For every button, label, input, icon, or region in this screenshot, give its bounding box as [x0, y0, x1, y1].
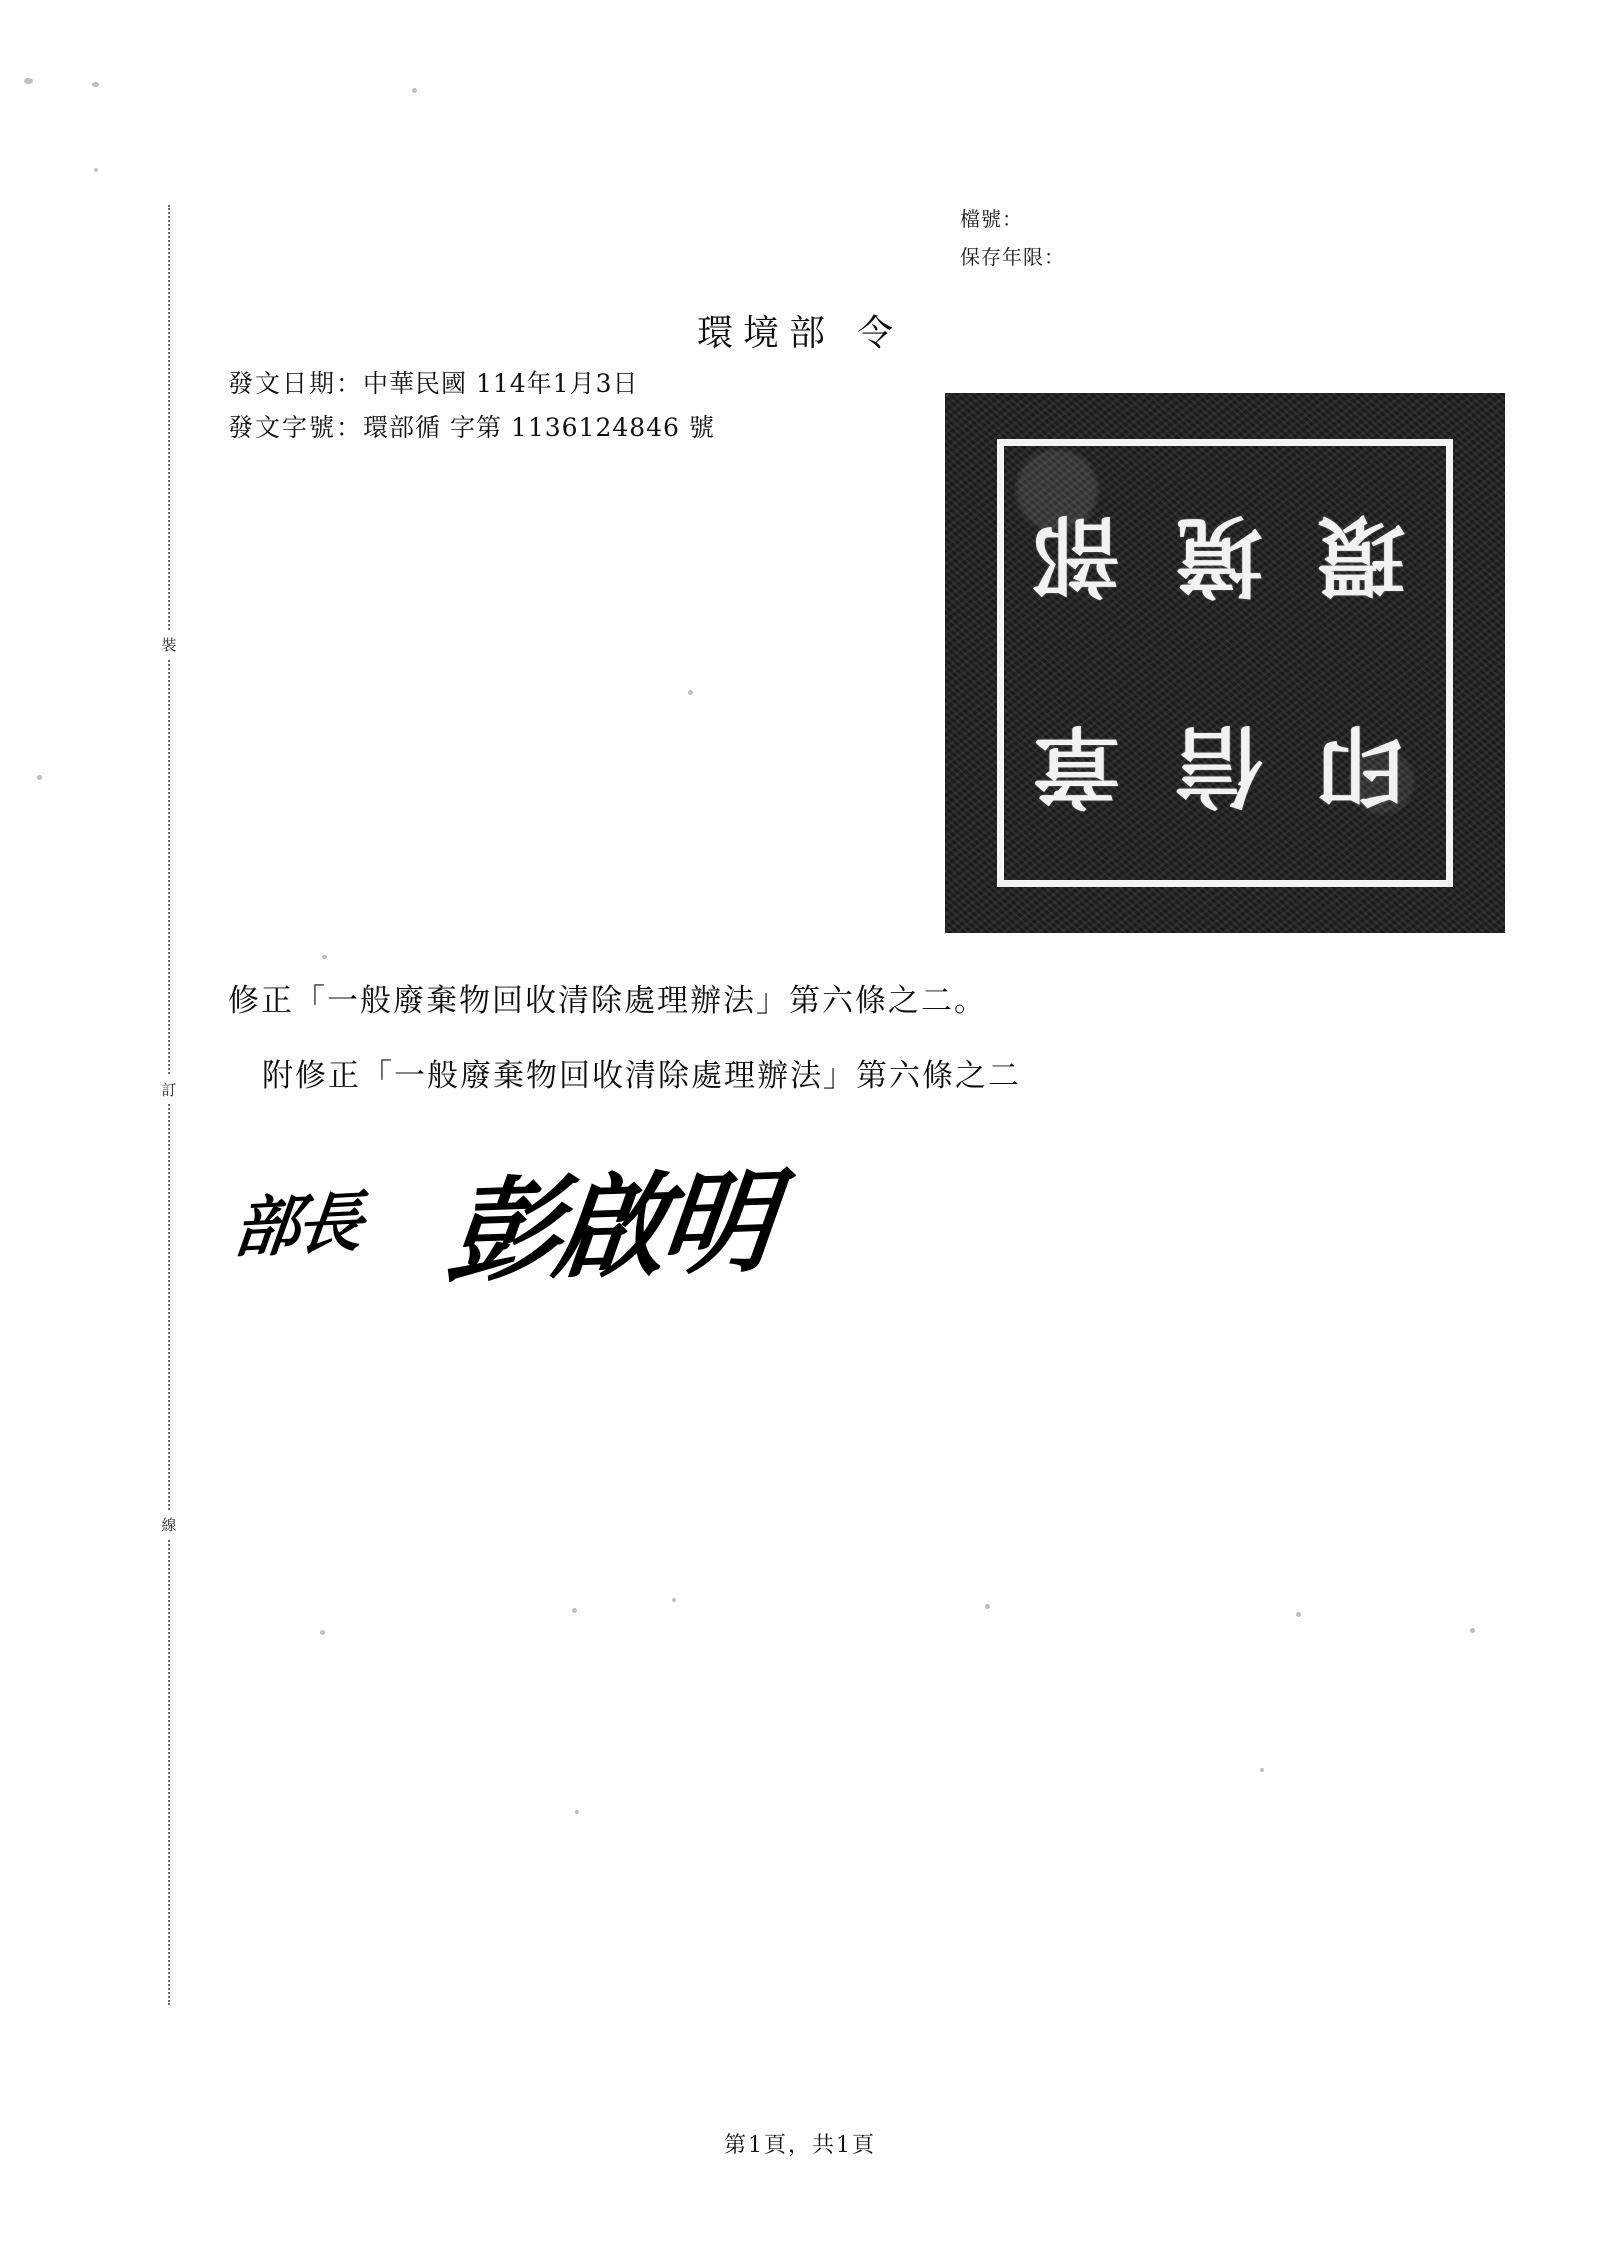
scan-speck [985, 1604, 990, 1609]
binding-fold-line [168, 205, 170, 2005]
seal-character: 境 [1173, 514, 1277, 602]
fold-mark-xian: 線 [152, 1510, 186, 1539]
scan-speck [322, 955, 327, 959]
signature-block [229, 1140, 955, 1340]
document-meta [228, 362, 715, 450]
scan-speck [37, 775, 42, 780]
scan-speck [572, 1608, 577, 1613]
page-title-main: 環境部 [696, 313, 835, 354]
scan-speck [1296, 1612, 1301, 1617]
seal-character: 環 [1315, 514, 1420, 602]
seal-character: 印 [1315, 724, 1420, 812]
fold-mark-zhuang: 裝 [152, 630, 186, 659]
retention-period-label: 保存年限： [960, 245, 1065, 269]
scan-speck [688, 690, 693, 695]
fold-mark-ding: 訂 [152, 1075, 186, 1104]
official-seal [945, 393, 1505, 933]
meta-value-issue-date: 中華民國 114年1月3日 [363, 369, 639, 398]
signature-name: 彭啟明 [441, 1156, 775, 1299]
body-paragraph-attachment: 附修正「一般廢棄物回收清除處理辦法」第六條之二 [262, 1058, 1021, 1094]
meta-value-doc-number: 環部循 字第 1136124846 號 [363, 412, 715, 442]
seal-character: 章 [1030, 724, 1135, 812]
scan-speck [575, 1810, 579, 1814]
scan-speck [672, 1598, 676, 1602]
meta-row-doc-number [228, 406, 715, 450]
signature-title: 部長 [229, 1182, 363, 1268]
page-footer: 第1頁，共1頁 [724, 2133, 876, 2158]
scan-speck [412, 88, 417, 93]
body-paragraph-amendment: 修正「一般廢棄物回收清除處理辦法」第六條之二。 [228, 983, 987, 1019]
scan-speck [94, 168, 98, 172]
scan-speck [320, 1630, 325, 1635]
seal-character: 部 [1030, 514, 1135, 602]
page-title-suffix: 令 [857, 313, 904, 354]
scan-speck [1260, 1768, 1264, 1772]
scan-speck [1470, 1628, 1475, 1633]
seal-character-grid [1011, 453, 1439, 873]
meta-label-issue-date: 發文日期： [228, 369, 364, 398]
meta-label-doc-number: 發文字號： [228, 412, 364, 442]
scan-speck [24, 78, 33, 84]
scan-speck [92, 82, 99, 87]
meta-row-issue-date [228, 362, 715, 406]
file-header-block [960, 200, 1065, 276]
page-title [0, 305, 1600, 356]
seal-character: 信 [1173, 724, 1277, 812]
file-number-label: 檔號： [960, 207, 1023, 231]
